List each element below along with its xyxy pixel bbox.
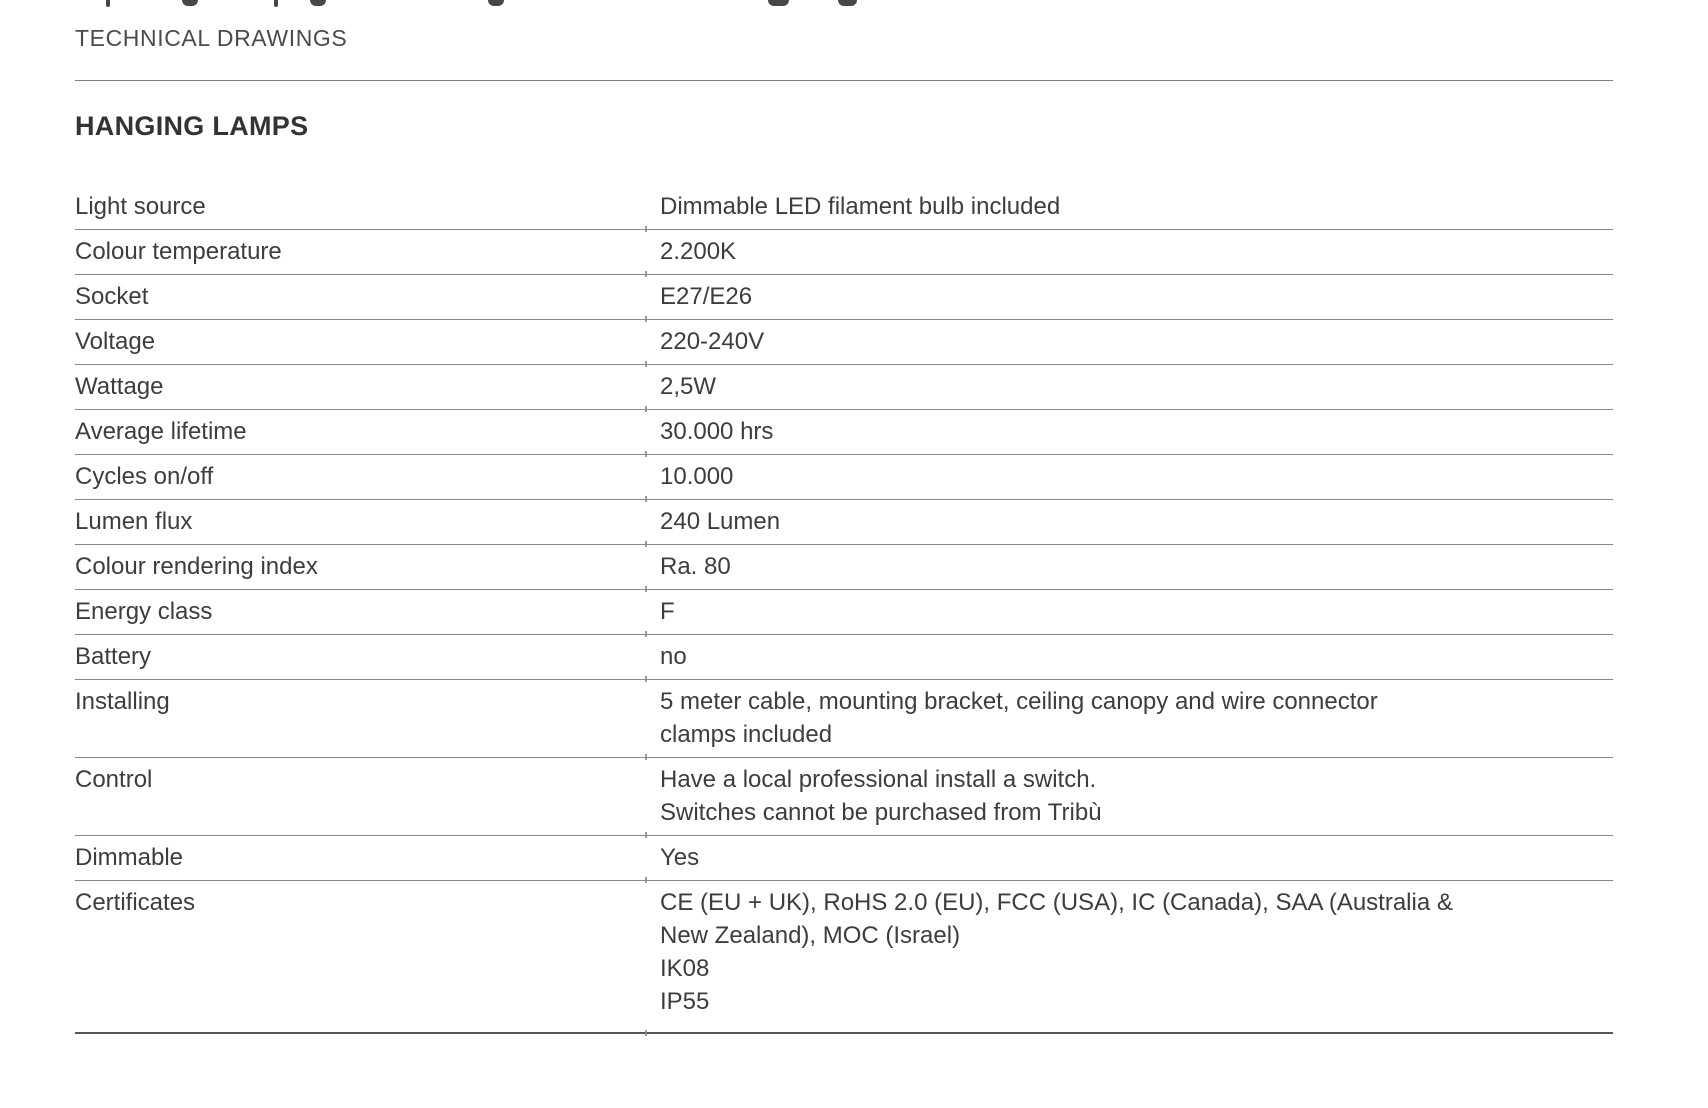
cropped-text-fragment xyxy=(310,0,326,6)
spec-row xyxy=(75,455,1613,500)
spec-value-line: 220-240V xyxy=(660,328,765,355)
section-divider xyxy=(75,80,1613,81)
cropped-title-fragments xyxy=(0,0,1708,10)
spec-value-line: IP55 xyxy=(660,988,710,1015)
spec-value xyxy=(660,763,1613,829)
spec-value xyxy=(660,550,1613,583)
spec-label: Control xyxy=(75,766,153,793)
cropped-text-fragment xyxy=(838,0,857,6)
spec-value xyxy=(660,886,1613,1018)
cropped-text-fragment xyxy=(274,0,278,7)
cropped-text-fragment xyxy=(106,0,110,7)
spec-value-line: New Zealand), MOC (Israel) xyxy=(660,922,961,949)
spec-row xyxy=(75,758,1613,836)
spec-value xyxy=(660,280,1613,313)
spec-value xyxy=(660,640,1613,673)
spec-label: Voltage xyxy=(75,328,156,355)
spec-value xyxy=(660,190,1613,223)
spec-label: Light source xyxy=(75,193,206,220)
cropped-text-fragment xyxy=(182,0,198,6)
spec-label: Wattage xyxy=(75,373,164,400)
spec-label: Socket xyxy=(75,283,149,310)
section-label: TECHNICAL DRAWINGS xyxy=(75,25,348,51)
spec-value xyxy=(660,235,1613,268)
spec-label: Energy class xyxy=(75,598,213,625)
spec-label: Colour rendering index xyxy=(75,553,318,580)
spec-value-line: Yes xyxy=(660,844,700,871)
spec-row xyxy=(75,635,1613,680)
spec-value xyxy=(660,685,1613,751)
spec-row xyxy=(75,320,1613,365)
cropped-text-fragment xyxy=(488,0,504,6)
spec-label: Lumen flux xyxy=(75,508,193,535)
spec-label: Average lifetime xyxy=(75,418,247,445)
spec-value-line: F xyxy=(660,598,675,625)
spec-value xyxy=(660,595,1613,628)
spec-label: Installing xyxy=(75,688,170,715)
spec-value xyxy=(660,841,1613,874)
spec-value-line: CE (EU + UK), RoHS 2.0 (EU), FCC (USA), IC (Canada), SAA (Australia & xyxy=(660,889,1453,916)
spec-value-line: Switches cannot be purchased from Tribù xyxy=(660,799,1102,826)
spec-row xyxy=(75,500,1613,545)
spec-row xyxy=(75,881,1613,1034)
spec-label: Cycles on/off xyxy=(75,463,214,490)
spec-row xyxy=(75,275,1613,320)
spec-value-line: Ra. 80 xyxy=(660,553,731,580)
page-title: HANGING LAMPS xyxy=(75,111,309,141)
spec-value xyxy=(660,415,1613,448)
spec-label: Colour temperature xyxy=(75,238,282,265)
spec-value xyxy=(660,460,1613,493)
spec-value-line: Dimmable LED filament bulb included xyxy=(660,193,1061,220)
spec-row xyxy=(75,230,1613,275)
spec-value-line: 240 Lumen xyxy=(660,508,781,535)
spec-value-line: no xyxy=(660,643,687,670)
spec-value-line: clamps included xyxy=(660,721,833,748)
spec-label: Certificates xyxy=(75,889,196,916)
spec-value-line: 2,5W xyxy=(660,373,717,400)
spec-value xyxy=(660,325,1613,358)
spec-value-line: IK08 xyxy=(660,955,710,982)
spec-label: Battery xyxy=(75,643,152,670)
spec-value xyxy=(660,505,1613,538)
spec-table xyxy=(75,185,1613,1034)
cropped-text-fragment xyxy=(768,0,789,6)
spec-label: Dimmable xyxy=(75,844,184,871)
spec-value-line: 30.000 hrs xyxy=(660,418,774,445)
spec-value-line: Have a local professional install a switch. xyxy=(660,766,1097,793)
spec-value xyxy=(660,370,1613,403)
spec-row xyxy=(75,680,1613,758)
spec-row xyxy=(75,836,1613,881)
spec-row xyxy=(75,410,1613,455)
spec-row xyxy=(75,365,1613,410)
spec-value-line: 2.200K xyxy=(660,238,737,265)
spec-row xyxy=(75,185,1613,230)
spec-row xyxy=(75,590,1613,635)
spec-row xyxy=(75,545,1613,590)
spec-value-line: 10.000 xyxy=(660,463,734,490)
spec-value-line: 5 meter cable, mounting bracket, ceiling canopy and wire connector xyxy=(660,688,1378,715)
spec-value-line: E27/E26 xyxy=(660,283,753,310)
